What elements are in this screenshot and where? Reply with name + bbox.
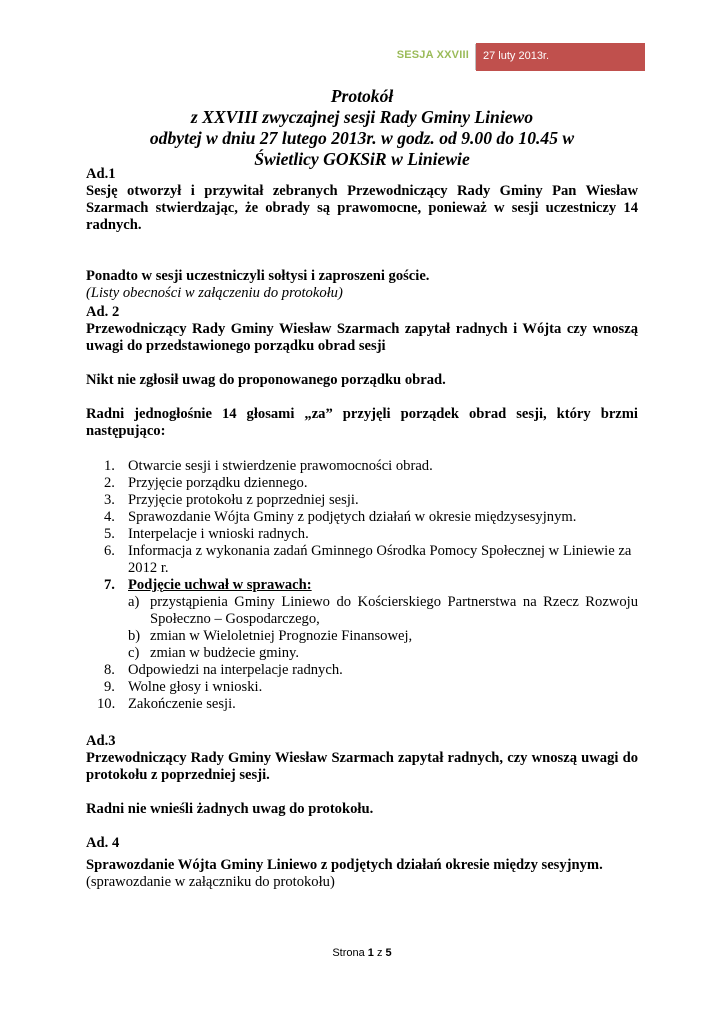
agenda-item: 3. Przyjęcie protokołu z poprzedniej sesji. bbox=[104, 492, 359, 508]
title-line-3: odbytej w dniu 27 lutego 2013r. w godz. od 9.00 do 10.45 w bbox=[149, 128, 575, 148]
agenda-item: 8. Odpowiedzi na interpelacje radnych. bbox=[104, 662, 343, 678]
ad1-paragraph-2: Ponadto w sesji uczestniczyli sołtysi i zaproszeni goście. bbox=[86, 268, 430, 284]
ad2-heading: Ad. 2 bbox=[86, 304, 120, 320]
page-header bbox=[0, 0, 724, 80]
ad3-paragraph-2: Radni nie wnieśli żadnych uwag do protokołu. bbox=[86, 801, 374, 817]
agenda-subitem: a) przystąpienia Gminy Liniewo do Kościerskiego Partnerstwa na Rzecz Rozwoju Społeczno – Gospodarczego, bbox=[128, 594, 638, 627]
agenda-item: 10. Zakończenie sesji. bbox=[97, 696, 236, 712]
agenda-item: 9. Wolne głosy i wnioski. bbox=[104, 679, 263, 695]
agenda-subitem: c) zmian w budżecie gminy. bbox=[128, 645, 299, 661]
agenda-item: 5. Interpelacje i wnioski radnych. bbox=[104, 526, 309, 542]
session-label: SESJA XXVIII bbox=[396, 49, 469, 61]
title-line-4: Świetlicy GOKSiR w Liniewie bbox=[254, 149, 470, 169]
ad1-paragraph-1: Sesję otworzył i przywitał zebranych Przewodniczący Rady Gminy Pan Wiesław Szarmach stwierdzając, że obrady są prawomocne, ponieważ w sesji uczestniczy 14 radnych. bbox=[86, 183, 638, 233]
ad3-paragraph-1: Przewodniczący Rady Gminy Wiesław Szarmach zapytał radnych, czy wnoszą uwagi do protokołu z poprzedniej sesji. bbox=[86, 750, 638, 783]
agenda-item: 1. Otwarcie sesji i stwierdzenie prawomocności obrad. bbox=[104, 458, 433, 474]
agenda-item: 2. Przyjęcie porządku dziennego. bbox=[104, 475, 308, 491]
page-footer bbox=[0, 947, 724, 959]
agenda-item: 4. Sprawozdanie Wójta Gminy z podjętych działań w okresie międzysesyjnym. bbox=[104, 509, 577, 525]
section-ad4 bbox=[86, 835, 638, 891]
agenda-subitem: b) zmian w Wieloletniej Prognozie Finansowej, bbox=[128, 628, 413, 644]
header-date-box bbox=[476, 43, 645, 71]
ad2-paragraph-3: Radni jednogłośnie 14 głosami „za” przyjęli porządek obrad sesji, który brzmi następująco: bbox=[86, 406, 638, 439]
ad4-heading: Ad. 4 bbox=[86, 835, 120, 851]
agenda-list bbox=[86, 458, 638, 713]
ad2-paragraph-2: Nikt nie zgłosił uwag do proponowanego porządku obrad. bbox=[86, 372, 446, 388]
footer-total-pages: 5 bbox=[385, 947, 392, 959]
section-ad2 bbox=[86, 304, 638, 440]
ad1-note: (Listy obecności w załączeniu do protokołu) bbox=[86, 285, 343, 301]
footer-prefix: Strona bbox=[332, 947, 365, 959]
ad1-heading: Ad.1 bbox=[86, 166, 116, 182]
title-line-2: z XXVIII zwyczajnej sesji Rady Gminy Liniewo bbox=[190, 107, 534, 127]
ad4-paragraph-1: Sprawozdanie Wójta Gminy Liniewo z podjętych działań okresie między sesyjnym. bbox=[86, 857, 603, 873]
section-ad1 bbox=[86, 166, 638, 302]
agenda-item: 6. Informacja z wykonania zadań Gminnego Ośrodka Pomocy Społecznej w Liniewie za 2012 r. bbox=[104, 543, 632, 576]
ad2-paragraph-1: Przewodniczący Rady Gminy Wiesław Szarmach zapytał radnych i Wójta czy wnoszą uwagi do przedstawionego porządku obrad sesji bbox=[86, 321, 638, 354]
section-ad3 bbox=[86, 733, 638, 818]
ad4-note: (sprawozdanie w załączniku do protokołu) bbox=[86, 874, 335, 890]
footer-page-number: 1 bbox=[367, 947, 374, 959]
agenda-item-resolutions: 7. Podjęcie uchwał w sprawach: bbox=[104, 577, 312, 593]
document-title bbox=[86, 86, 638, 170]
session-date: 27 luty 2013r. bbox=[483, 50, 550, 62]
title-line-1: Protokół bbox=[330, 86, 394, 106]
ad3-heading: Ad.3 bbox=[86, 733, 116, 749]
footer-of: z bbox=[376, 947, 383, 959]
